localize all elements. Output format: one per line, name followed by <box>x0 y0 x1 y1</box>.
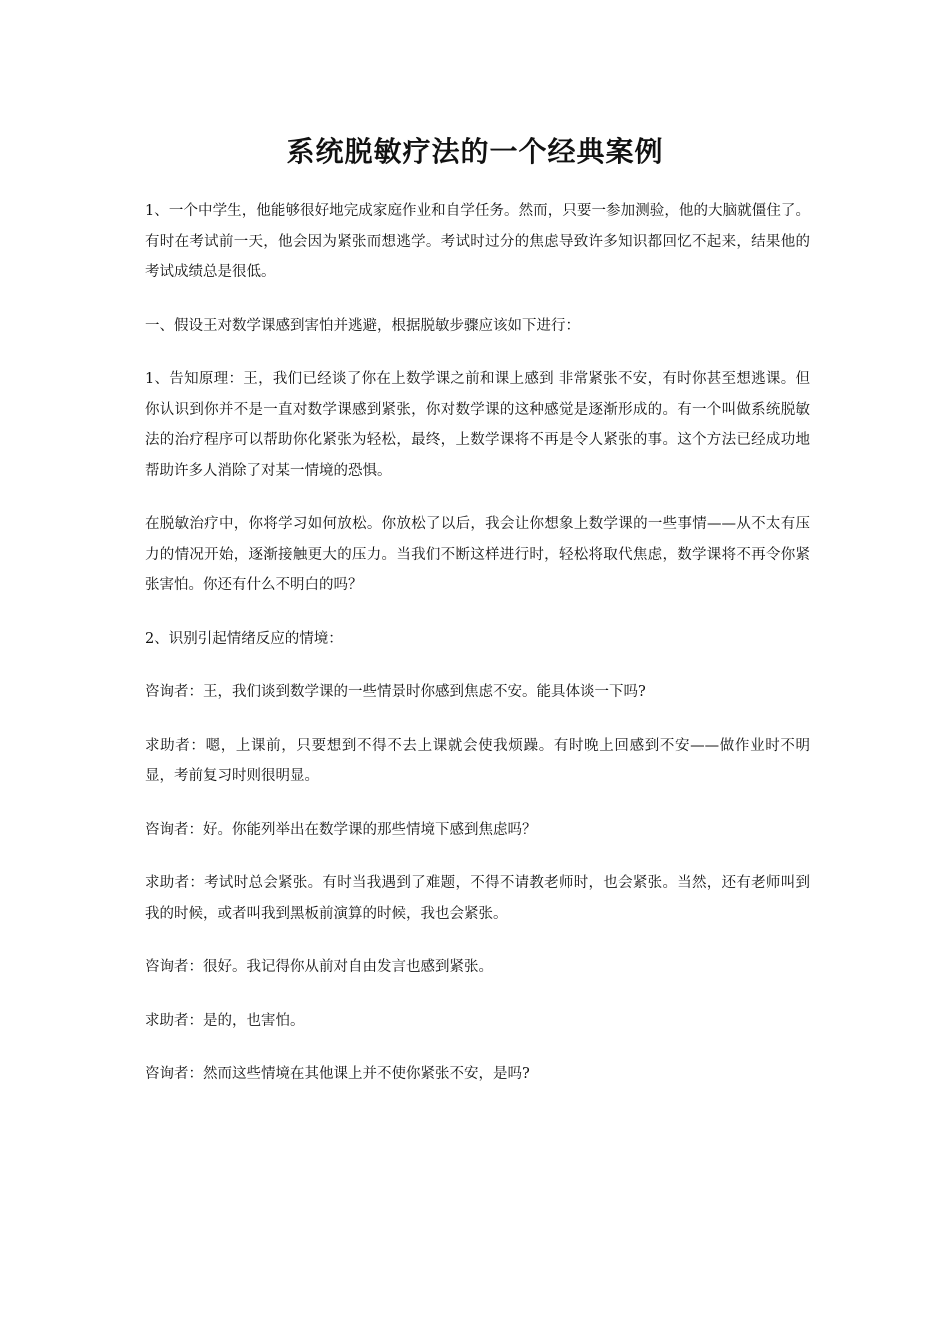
dialogue-counselor: 咨询者：很好。我记得你从前对自由发言也感到紧张。 <box>145 959 493 975</box>
paragraph-step-2-heading: 2、识别引起情绪反应的情境： <box>145 630 343 647</box>
dialogue-counselor: 咨询者：然而这些情境在其他课上并不使你紧张不安，是吗? <box>145 1066 530 1082</box>
paragraph-step-1-principle: 1、告知原理：王，我们已经谈了你在上数学课之前和课上感到 非常紧张不安，有时你甚至想逃课。但你认识到你并不是一直对数学课感到紧张，你对数学课的这种感觉是逐渐形成的。有一个叫做系统脱敏法的治疗程序可以帮助你化紧张为轻松，最终，上数学课将不再是令人紧张的事。这个方法已经成功地帮助许多人消除了对某一情境的恐惧。 <box>145 371 810 479</box>
dialogue-client: 求助者：考试时总会紧张。有时当我遇到了难题，不得不请教老师时，也会紧张。当然，还有老师叫到我的时候，或者叫我到黑板前演算的时候，我也会紧张。 <box>145 875 810 922</box>
paragraph-section-heading: 一、假设王对数学课感到害怕并逃避，根据脱敏步骤应该如下进行： <box>145 317 580 334</box>
dialogue-counselor: 咨询者：王，我们谈到数学课的一些情景时你感到焦虑不安。能具体谈一下吗? <box>145 684 646 700</box>
document-body <box>145 196 810 1113</box>
dialogue-counselor: 咨询者：好。你能列举出在数学课的那些情境下感到焦虑吗？ <box>145 821 537 838</box>
document-title: 系统脱敏疗法的一个经典案例 <box>286 135 664 168</box>
paragraph-case-intro: 1、一个中学生，他能够很好地完成家庭作业和自学任务。然而，只要一参加测验，他的大脑就僵住了。有时在考试前一天，他会因为紧张而想逃学。考试时过分的焦虑导致许多知识都回忆不起来，结果他的考试成绩总是很低。 <box>145 203 810 280</box>
paragraph-relaxation-explained: 在脱敏治疗中，你将学习如何放松。你放松了以后，我会让你想象上数学课的一些事情——从不太有压力的情况开始，逐渐接触更大的压力。当我们不断这样进行时，轻松将取代焦虑，数学课将不再令你紧张害怕。你还有什么不明白的吗？ <box>145 516 810 593</box>
dialogue-client: 求助者：嗯，上课前，只要想到不得不去上课就会使我烦躁。有时晚上回感到不安——做作业时不明显，考前复习时则很明显。 <box>145 737 810 784</box>
dialogue-client: 求助者：是的，也害怕。 <box>145 1012 305 1029</box>
